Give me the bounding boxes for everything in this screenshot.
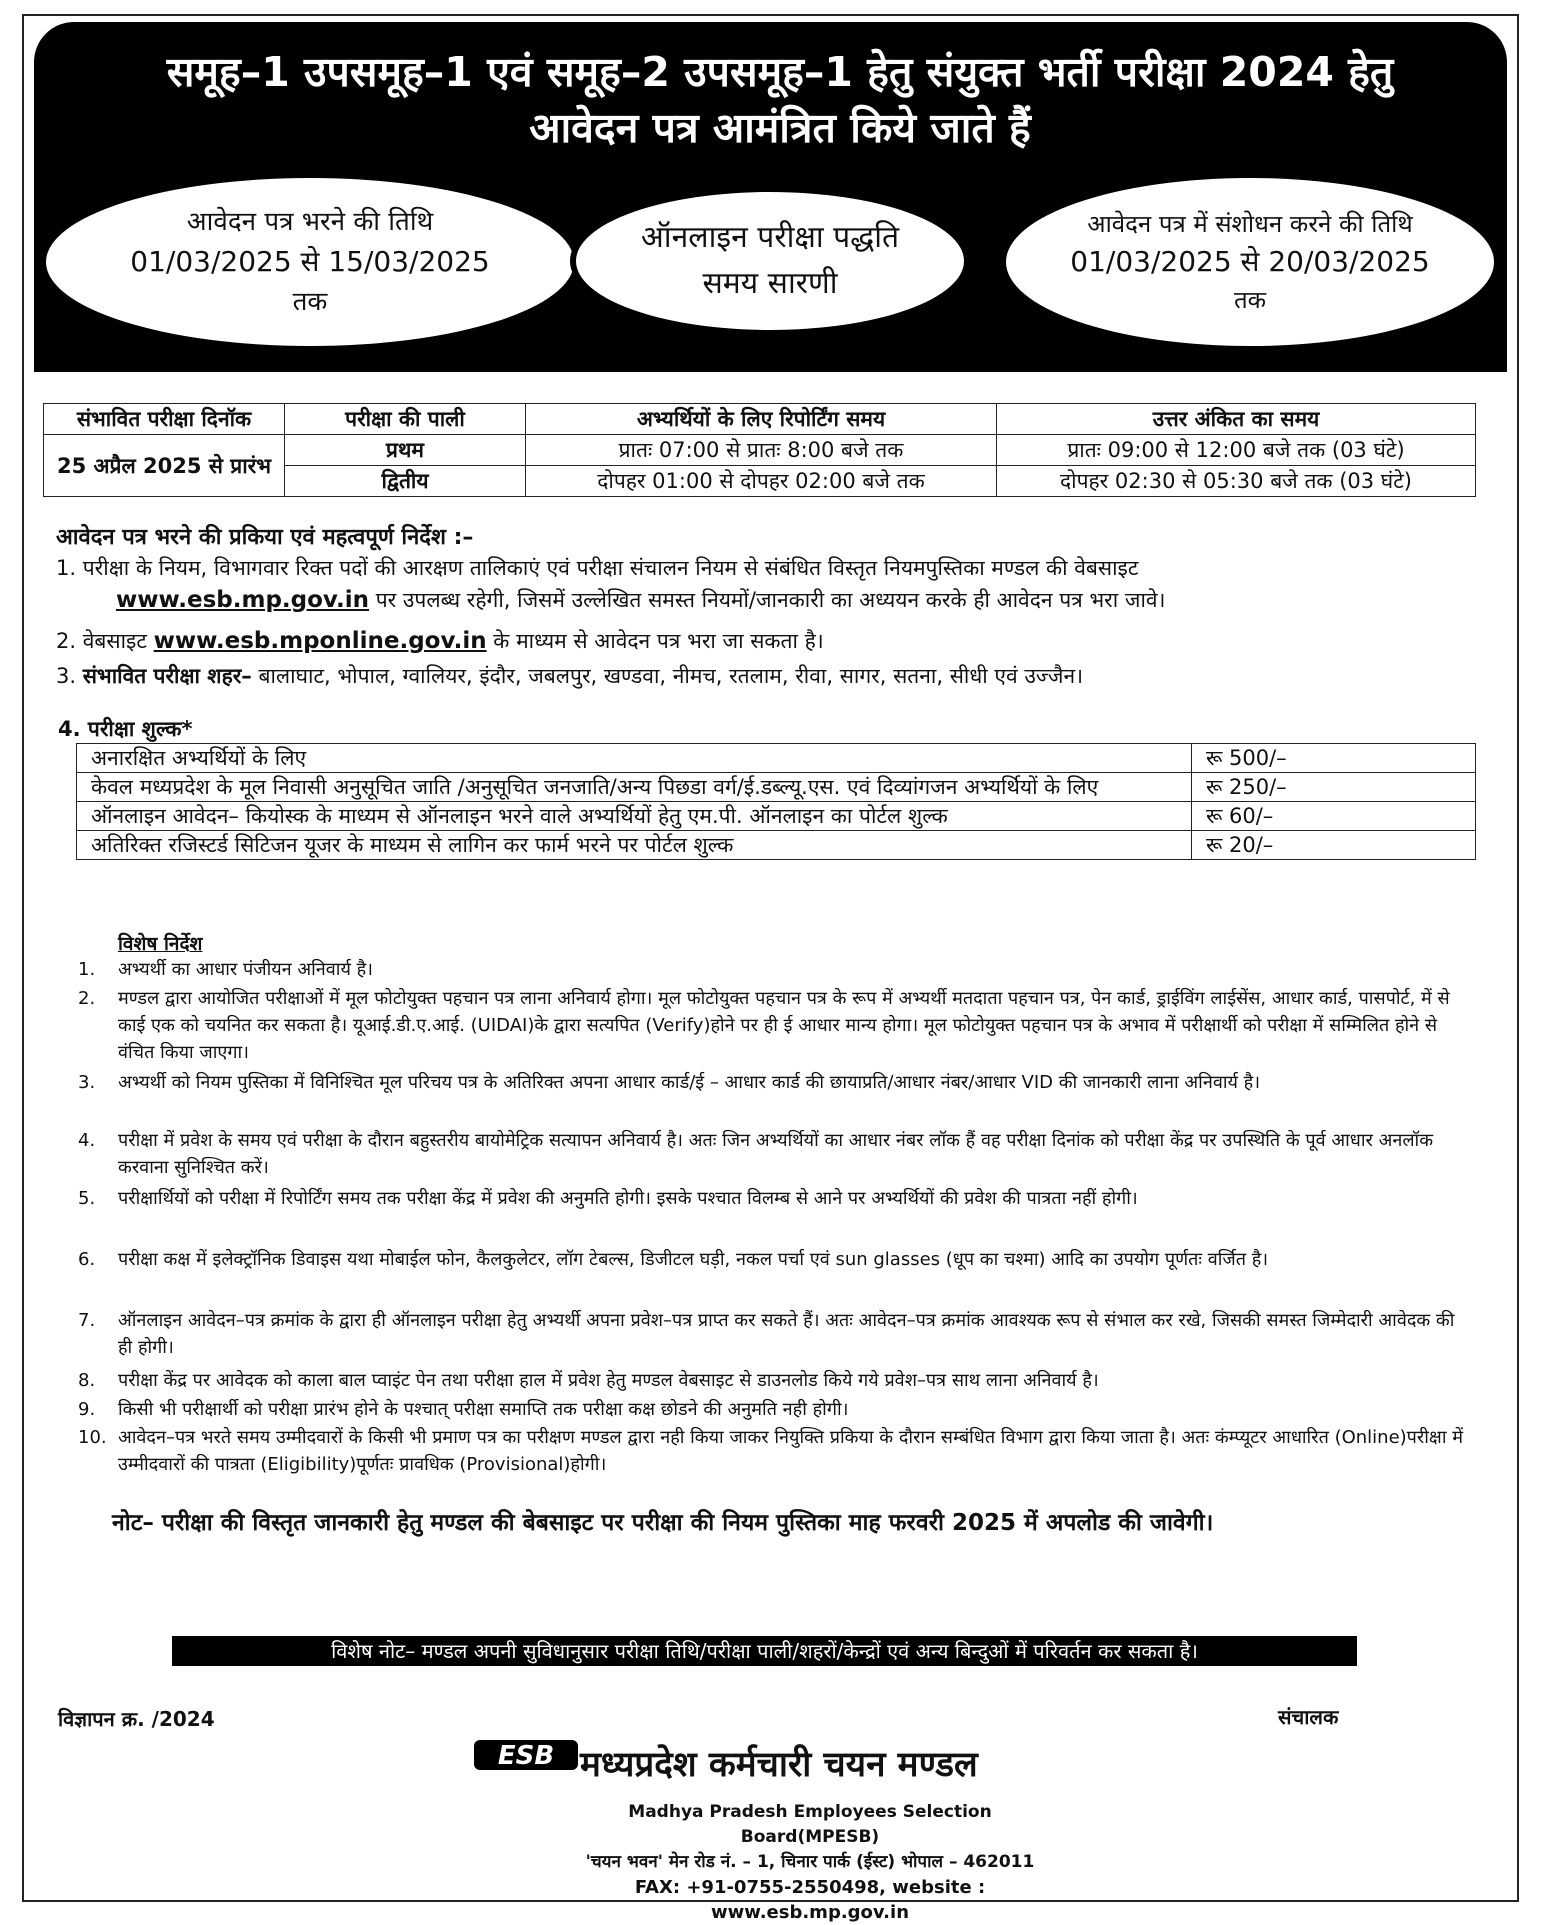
correction-date-label: आवेदन पत्र में संशोधन करने की तिथि: [1087, 210, 1413, 238]
shift-cell: प्रथम: [285, 435, 526, 466]
list-item: [78, 985, 1468, 1066]
director-signature-label: संचालक: [1278, 1705, 1339, 1729]
fee-amount: रू 20/–: [1192, 831, 1476, 860]
fee-description: ऑनलाइन आवेदन– कियोस्क के माध्यम से ऑनलाइन भरने वाले अभ्यर्थियों हेतु एम.पी. ऑनलाइन का पोर्टल शुल्क: [77, 802, 1192, 831]
board-name-english: Madhya Pradesh Employees Selection Board(MPESB): [628, 1802, 992, 1847]
esb-logo-icon: [474, 1736, 580, 1776]
list-item: [78, 1424, 1468, 1478]
item-number: 3.: [56, 664, 77, 688]
item-text: के माध्यम से आवेदन पत्र भरा जा सकता है।: [493, 629, 824, 653]
item-number: 6.: [78, 1249, 96, 1270]
item-text: मण्डल द्वारा आयोजित परीक्षाओं में मूल फोटोयुक्त पहचान पत्र लाना अनिवार्य होगा। मूल फोटोयुक्त पहचान पत्र के रूप में अभ्यर्थी मतदाता पहचान पत्र, पेन कार्ड, ड्राईविंग लाईसेंस, आधार कार्ड, पासपोर्ट, में से काई एक को चयनित कर सकता है। यूआई.डी.ए.आई. (UIDAI)के द्वारा सत्यपित (Verify)होने पर ही ई आधार मान्य होगा। मूल फोटोयुक्त पहचान पत्र के अभाव में परीक्षार्थी को परीक्षा में सम्मिलित होने से वंचित किया जाएगा।: [118, 988, 1450, 1063]
col-header-date: संभावित परीक्षा दिनॉक: [44, 404, 285, 435]
table-row: [44, 435, 1476, 466]
item-text: ऑनलाइन आवेदन–पत्र क्रमांक के द्वारा ही ऑनलाइन परीक्षा हेतु अभ्यर्थी अपना प्रवेश–पत्र प्राप्त कर सकते हैं। अतः आवेदन–पत्र क्रमांक आवश्यक रूप से संभाल कर रखे, जिसकी समस्त जिम्मेदारी आवेदक की ही होगी।: [118, 1310, 1455, 1358]
exam-cities-label: संभावित परीक्षा शहर–: [82, 664, 252, 688]
instructions-title: आवेदन पत्र भरने की प्रकिया एवं महत्वपूर्ण निर्देश :–: [56, 525, 474, 550]
fee-table: [76, 743, 1476, 860]
exam-schedule-oval: [570, 186, 970, 336]
page-title: [80, 44, 1480, 156]
item-number: 3.: [78, 1072, 96, 1093]
advertisement-number: विज्ञापन क्र. /2024: [58, 1707, 215, 1731]
item-text: किसी भी परीक्षार्थी को परीक्षा प्रारंभ होने के पश्चात् परीक्षा समाप्ति तक परीक्षा कक्ष छोडने की अनुमति नही होगी।: [118, 1399, 849, 1420]
exam-fee-title: 4. परीक्षा शुल्क*: [58, 717, 193, 741]
list-item: [78, 1069, 1468, 1096]
exam-date-cell: 25 अप्रैल 2025 से प्रारंभ: [44, 435, 285, 497]
col-header-reporting: अभ्यर्थियों के लिए रिपोर्टिंग समय: [526, 404, 997, 435]
fee-description: अतिरिक्त रजिस्टर्ड सिटिजन यूजर के माध्यम से लागिन कर फार्म भरने पर पोर्टल शुल्क: [77, 831, 1192, 860]
table-row: [77, 744, 1476, 773]
table-row: [77, 802, 1476, 831]
list-item: [78, 956, 1468, 983]
exam-mode-label: ऑनलाइन परीक्षा पद्धति: [640, 220, 900, 255]
item-number: 1.: [78, 959, 96, 980]
mponline-website-link[interactable]: www.esb.mponline.gov.in: [153, 628, 487, 654]
board-contact-block: [560, 1800, 1060, 1925]
item-text: परीक्षार्थियों को परीक्षा में रिपोर्टिंग समय तक परीक्षा केंद्र में प्रवेश की अनुमति होगी। इसके पश्चात विलम्ब से आने पर अभ्यर्थियों की प्रवेश की पात्रता नहीं होगी।: [118, 1188, 1138, 1209]
list-item: [78, 1396, 1468, 1423]
item-number: 1.: [56, 556, 77, 580]
logo-text: ESB: [497, 1741, 555, 1771]
instruction-item-2: [56, 625, 1476, 657]
item-text: आवेदन–पत्र भरते समय उम्मीदवारों के किसी भी प्रमाण पत्र का परीक्षण मण्डल द्वारा नही किया जाकर नियुक्ति प्रकिया के दौरान सम्बंधित विभाग द्वारा किया जाता है। अतः कंम्प्यूटर आधारित (Online)परीक्षा में उम्मीदवारों की पात्रता (Eligibility)पूर्णतः प्रावधिक (Provisional)होगी।: [118, 1427, 1463, 1475]
col-header-shift: परीक्षा की पाली: [285, 404, 526, 435]
application-dates: 01/03/2025 से 15/03/2025: [130, 245, 490, 278]
title-line-1: समूह–1 उपसमूह–1 एवं समूह–2 उपसमूह–1 हेतु संयुक्त भर्ती परीक्षा 2024 हेतु: [166, 48, 1394, 96]
correction-date-oval: [1000, 172, 1500, 352]
item-text: परीक्षा के नियम, विभागवार रिक्त पदों की आरक्षण तालिकाएं एवं परीक्षा संचालन नियम से संबंधित विस्तृत नियमपुस्तिका मण्डल की वेबसाइट: [82, 556, 1139, 580]
timetable-label: समय सारणी: [702, 266, 838, 301]
board-address: 'चयन भवन' मेन रोड नं. – 1, चिनार पार्क (ईस्ट) भोपाल – 462011: [585, 1852, 1035, 1872]
answer-time-cell: प्रातः 09:00 से 12:00 बजे तक (03 घंटे): [997, 435, 1476, 466]
exam-cities-list: बालाघाट, भोपाल, ग्वालियर, इंदौर, जबलपुर, खण्डवा, नीमच, रतलाम, रीवा, सागर, सतना, सीधी एवं उज्जैन।: [258, 664, 1084, 688]
special-instructions-title: विशेष निर्देश: [118, 933, 203, 955]
item-text: वेबसाइट: [82, 629, 147, 653]
esb-website-link[interactable]: www.esb.mp.gov.in: [116, 587, 370, 613]
important-note: नोट– परीक्षा की विस्तृत जानकारी हेतु मण्डल की बेबसाइट पर परीक्षा की नियम पुस्तिका माह फरवरी 2025 में अपलोड की जावेगी।: [112, 1510, 1214, 1536]
item-text: पर उपलब्ध रहेगी, जिसमें उल्लेखित समस्त नियमों/जानकारी का अध्ययन करके ही आवेदन पत्र भरा जावे।: [375, 588, 1166, 612]
fee-amount: रू 500/–: [1192, 744, 1476, 773]
board-name-hindi: मध्यप्रदेश कर्मचारी चयन मण्डल: [580, 1745, 978, 1785]
item-text: परीक्षा में प्रवेश के समय एवं परीक्षा के दौरान बहुस्तरीय बायोमेट्रिक सत्यापन अनिवार्य है। अतः जिन अभ्यर्थियों का आधार नंबर लॉक हैं वह परीक्षा दिनांक को परीक्षा केंद्र पर उपस्थिति के पूर्व आधार अनलॉक करवाना सुनिश्चित करें।: [118, 1130, 1434, 1178]
fee-description: केवल मध्यप्रदेश के मूल निवासी अनुसूचित जाति /अनुसूचित जनजाति/अन्य पिछडा वर्ग/ई.डब्ल्यू.एस. एवं दिव्यांगजन अभ्यर्थियों के लिए: [77, 773, 1192, 802]
list-item: [78, 1246, 1468, 1273]
table-row: [77, 773, 1476, 802]
board-contact: FAX: +91-0755-2550498, website : www.esb.mp.gov.in: [634, 1877, 986, 1923]
instruction-item-3: [56, 660, 1476, 692]
reporting-cell: प्रातः 07:00 से प्रातः 8:00 बजे तक: [526, 435, 997, 466]
item-number: 7.: [78, 1310, 96, 1331]
item-text: परीक्षा केंद्र पर आवेदक को काला बाल प्वाइंट पेन तथा परीक्षा हाल में प्रवेश हेतु मण्डल वेबसाइट से डाउनलोड किये गये प्रवेश–पत्र साथ लाना अनिवार्य है।: [118, 1370, 1099, 1391]
table-header-row: [44, 404, 1476, 435]
table-row: [77, 831, 1476, 860]
item-number: 10.: [78, 1427, 107, 1448]
application-date-label: आवेदन पत्र भरने की तिथि: [186, 207, 434, 237]
shift-cell: द्वितीय: [285, 466, 526, 497]
reporting-cell: दोपहर 01:00 से दोपहर 02:00 बजे तक: [526, 466, 997, 497]
answer-time-cell: दोपहर 02:30 से 05:30 बजे तक (03 घंटे): [997, 466, 1476, 497]
exam-schedule-table: [43, 403, 1476, 497]
item-text: परीक्षा कक्ष में इलेक्ट्रॉनिक डिवाइस यथा मोबाईल फोन, कैलकुलेटर, लॉग टेबल्स, डिजीटल घड़ी, नकल पर्चा एवं sun glasses (धूप का चश्मा) आदि का उपयोग पूर्णतः वर्जित है।: [118, 1249, 1269, 1270]
item-number: 9.: [78, 1399, 96, 1420]
list-item: [78, 1307, 1468, 1361]
special-note-banner: विशेष नोट– मण्डल अपनी सुविधानुसार परीक्षा तिथि/परीक्षा पाली/शहरों/केन्द्रों एवं अन्य बिन्दुओं में परिवर्तन कर सकता है।: [172, 1636, 1357, 1666]
fee-amount: रू 60/–: [1192, 802, 1476, 831]
fee-description: अनारक्षित अभ्यर्थियों के लिए: [77, 744, 1192, 773]
list-item: [78, 1127, 1468, 1181]
item-number: 2.: [56, 629, 77, 653]
correction-dates: 01/03/2025 से 20/03/2025: [1070, 245, 1430, 278]
item-number: 8.: [78, 1370, 96, 1391]
item-number: 2.: [78, 988, 96, 1009]
item-text: अभ्यर्थी को नियम पुस्तिका में विनिश्चित मूल परिचय पत्र के अतिरिक्त अपना आधार कार्ड/ई – आधार कार्ड की छायाप्रति/आधार नंबर/आधार VID की जानकारी लाना अनिवार्य है।: [118, 1072, 1261, 1093]
list-item: [78, 1367, 1468, 1394]
application-date-suffix: तक: [292, 287, 328, 317]
col-header-answer: उत्तर अंकित का समय: [997, 404, 1476, 435]
item-number: 5.: [78, 1188, 96, 1209]
item-text: अभ्यर्थी का आधार पंजीयन अनिवार्य है।: [118, 959, 373, 980]
item-number: 4.: [78, 1130, 96, 1151]
title-line-2: आवेदन पत्र आमंत्रित किये जाते हैं: [529, 104, 1031, 152]
application-date-oval: [40, 172, 580, 352]
instruction-item-1: [56, 552, 1476, 616]
list-item: [78, 1185, 1468, 1212]
correction-date-suffix: तक: [1233, 286, 1267, 314]
fee-amount: रू 250/–: [1192, 773, 1476, 802]
